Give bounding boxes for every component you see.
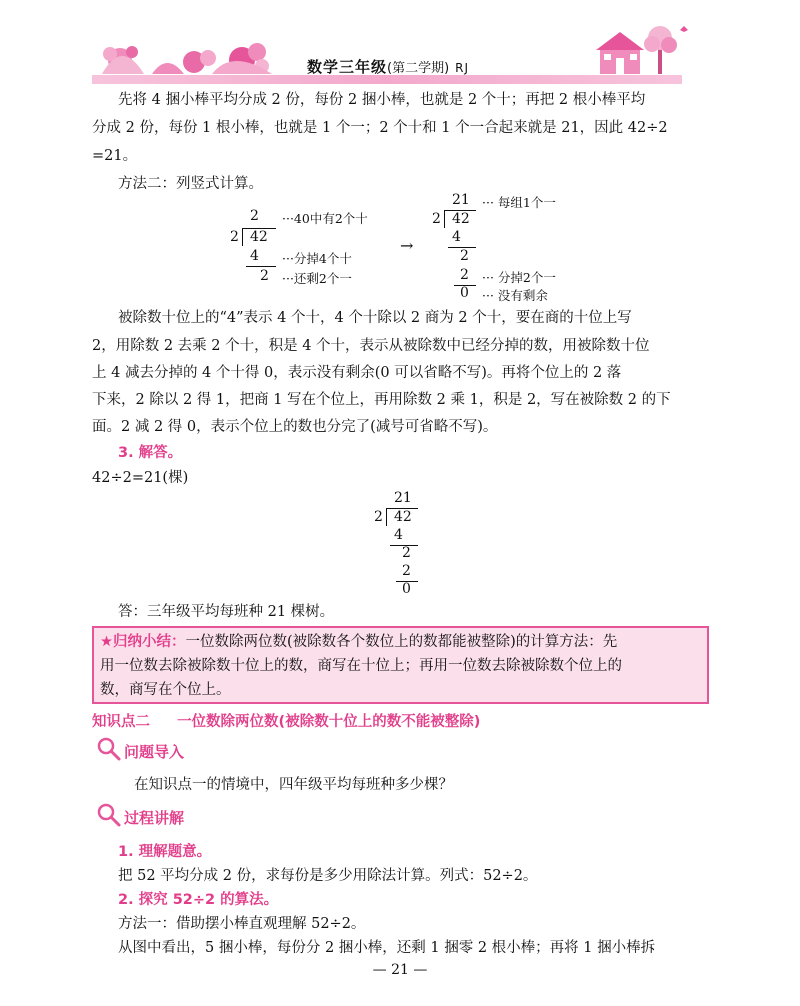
answer-bracket-side (386, 508, 387, 526)
book-title-text: 数学三年级 (307, 58, 388, 76)
summary-text (100, 630, 704, 702)
left-divisor: 2 (230, 229, 239, 245)
right-bracket-side (444, 210, 445, 228)
explain-line-5: 面。2 减 2 得 0，表示个位上的数也分完了(减号可省略不写)。 (92, 419, 498, 435)
right-dividend: 42 (452, 211, 470, 227)
division-right (430, 192, 600, 302)
answer-heading: 3. 解答。 (118, 445, 183, 461)
method2-label: 方法二：列竖式计算。 (118, 176, 263, 192)
left-quotient: 2 (250, 208, 259, 224)
last-line: 从图中看出，5 捆小棒，每份分 2 捆小棒，还剩 1 捆零 2 根小棒；再将 1 捆小棒拆 (118, 940, 656, 956)
house-tree-decoration-icon (590, 18, 710, 88)
knowledge-point-label: 知识点二 (92, 714, 150, 730)
knowledge-point-heading (92, 710, 480, 731)
answer-sub2: 2 (402, 563, 411, 579)
explain-line-1: 被除数十位上的“4”表示 4 个十，4 个十除以 2 商为 2 个十，要在商的十位上写 (118, 310, 632, 326)
right-note-sub2: ··· 分掉2个一 (482, 270, 556, 285)
method1-text: 方法一：借助摆小棒直观理解 52÷2。 (118, 916, 366, 932)
right-note-final: ··· 没有剩余 (482, 288, 548, 303)
explain-line-4: 下来，2 除以 2 得 1，把商 1 写在个位上，再用除数 2 乘 1，积是 2，写在被除数 2 的下 (92, 392, 671, 408)
magnifier-icon (96, 802, 122, 828)
answer-bring-down: 2 (402, 545, 411, 561)
answer-sub1: 4 (394, 527, 403, 543)
book-title (307, 56, 469, 77)
intro-line-3: =21。 (92, 148, 138, 164)
intro-line-2: 分成 2 份，每份 1 根小棒，也就是 1 个一；2 个十和 1 个一合起来就是 21，因此 42÷2 (92, 120, 668, 136)
magnifier-icon (96, 736, 122, 762)
right-bring-down: 2 (460, 248, 469, 264)
right-final: 0 (460, 285, 469, 301)
question-intro-heading: 问题导入 (124, 743, 185, 761)
answer-quotient: 21 (394, 490, 412, 506)
arrow-icon: → (400, 236, 414, 255)
knowledge-point-title: 一位数除两位数(被除数十位上的数不能被整除) (177, 714, 481, 730)
right-divisor: 2 (432, 211, 441, 227)
step1-text: 把 52 平均分成 2 份，求每份是多少用除法计算。列式：52÷2。 (118, 868, 538, 884)
left-note-sub: ···分掉4个十 (282, 251, 352, 266)
book-subtitle: (第二学期) (387, 61, 450, 76)
left-remainder: 2 (260, 268, 269, 284)
answer-equation: 42÷2=21(棵) (92, 470, 189, 486)
summary-line-1: 一位数除两位数(被除数各个数位上的数都能被整除)的计算方法：先 (185, 634, 618, 650)
answer-dividend: 42 (394, 509, 412, 525)
explain-line-2: 2，用除数 2 去乘 2 个十，积是 4 个十，表示从被除数中已经分掉的数，用被除数十位 (92, 338, 650, 354)
step2-heading: 2. 探究 52÷2 的算法。 (118, 892, 279, 908)
summary-line-3: 数，商写在个位上。 (100, 682, 231, 698)
right-quotient: 21 (452, 192, 470, 208)
intro-line-1: 先将 4 捆小棒平均分成 2 份，每份 2 捆小棒，也就是 2 个十；再把 2 根小棒平均 (118, 92, 646, 108)
explain-line-3: 上 4 减去分掉的 4 个十得 0，表示没有剩余(0 可以省略不写)。再将个位上的 2 落 (92, 365, 622, 381)
left-sub1: 4 (250, 248, 259, 264)
summary-box (92, 626, 709, 704)
answer-divisor: 2 (374, 509, 383, 525)
left-dividend: 42 (250, 229, 268, 245)
page-header (92, 18, 712, 96)
left-note-remainder: ···还剩2个一 (282, 271, 352, 286)
left-note-quotient: ···40中有2个十 (282, 211, 368, 226)
book-edition: RJ (455, 61, 470, 75)
division-left (228, 208, 388, 288)
step1-heading: 1. 理解题意。 (118, 844, 212, 860)
division-answer (372, 490, 452, 596)
right-sub2: 2 (460, 267, 469, 283)
answer-conclusion: 答：三年级平均每班种 21 棵树。 (118, 604, 335, 620)
left-line-1 (246, 266, 276, 267)
summary-label: ★归纳小结： (100, 634, 186, 650)
question-intro-text: 在知识点一的情境中，四年级平均每班种多少棵？ (134, 777, 453, 793)
summary-line-2: 用一位数去除被除数十位上的数，商写在十位上；再用一位数去除被除数个位上的 (100, 658, 622, 674)
right-note-quotient: ··· 每组1个一 (482, 195, 556, 210)
left-bracket-side (242, 228, 243, 246)
right-sub1: 4 (452, 229, 461, 245)
process-heading: 过程讲解 (124, 809, 185, 827)
page-number: — 21 — (372, 962, 428, 978)
answer-final: 0 (402, 581, 411, 597)
